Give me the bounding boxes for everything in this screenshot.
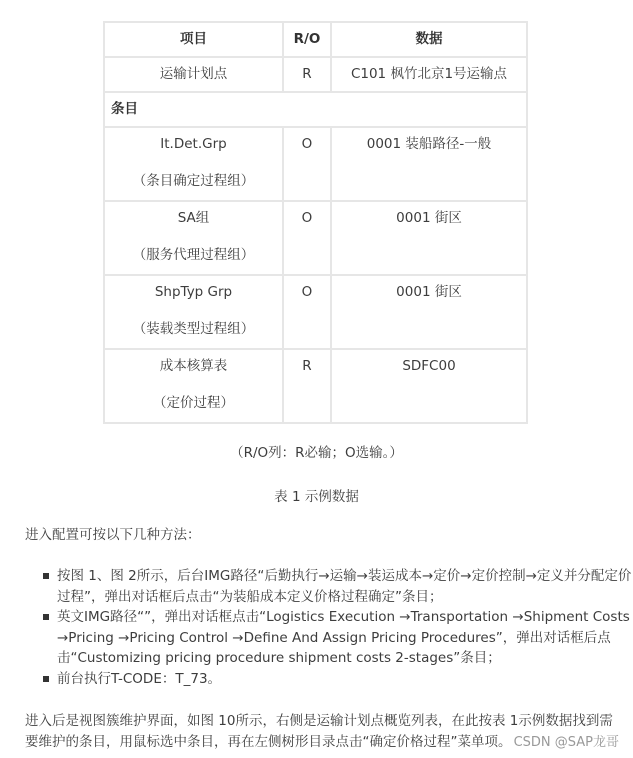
item-name: ShpTyp Grp [154,284,233,300]
table-header-row [104,22,527,57]
table-row [104,127,527,201]
cell-data: 0001 装船路径-一般 [331,127,527,201]
item-desc: （装载类型过程组） [132,321,255,337]
cell-item [104,201,283,275]
cell-data: 0001 街区 [331,275,527,349]
item-name: 成本核算表 [159,358,228,374]
item-desc: （服务代理过程组） [132,247,255,263]
cell-ro: O [283,275,331,349]
method-list [25,566,632,689]
cell-data: SDFC00 [331,349,527,423]
item-name: It.Det.Grp [160,136,227,152]
table-row [104,275,527,349]
list-item: 英文IMG路径“”，弹出对话框点击“Logistics Execution →Transportation →Shipment Costs →Pricing →Pricing Control →Define And Assign Pricing Procedures”，弹出对话框后点击“Customizing pricing procedure shipment costs 2-stages”条目； [57,607,632,669]
list-item: 前台执行T-CODE：T_73。 [57,669,632,690]
example-data-table [103,21,528,424]
section-row [104,92,527,127]
item-desc: （定价过程） [153,395,234,411]
list-item: 按图 1、图 2所示，后台IMG路径“后勤执行→运输→装运成本→定价→定价控制→定义并分配定价过程”，弹出对话框后点击“为装船成本定义价格过程确定”条目； [57,566,632,607]
cell-ro: O [283,201,331,275]
watermark: CSDN @SAP龙哥 [514,731,619,750]
cell-ro: O [283,127,331,201]
cell-item [104,275,283,349]
cell-ro: R [283,349,331,423]
table-row [104,201,527,275]
header-ro: R/O [283,22,331,57]
outro-paragraph: 进入后是视图簇维护界面，如图 10所示，右侧是运输计划点概览列表，在此按表 1示例数据找到需要维护的条目，用鼠标选中条目，再在左侧树形目录点击“确定价格过程”菜单项。 [25,713,613,750]
table-row [104,349,527,423]
cell-ro: R [283,57,331,92]
table-caption: 表 1 示例数据 [274,489,359,505]
cell-item [104,349,283,423]
cell-item: 运输计划点 [104,57,283,92]
cell-data: C101 枫竹北京1号运输点 [331,57,527,92]
cell-item [104,127,283,201]
table-note: （R/O列：R必输；O选输。） [230,445,403,461]
header-data: 数据 [331,22,527,57]
section-label: 条目 [104,92,527,127]
cell-data: 0001 街区 [331,201,527,275]
item-name: SA组 [177,210,210,226]
intro-paragraph: 进入配置可按以下几种方法： [25,527,201,543]
item-desc: （条目确定过程组） [132,173,255,189]
header-item: 项目 [104,22,283,57]
table-row [104,57,527,92]
